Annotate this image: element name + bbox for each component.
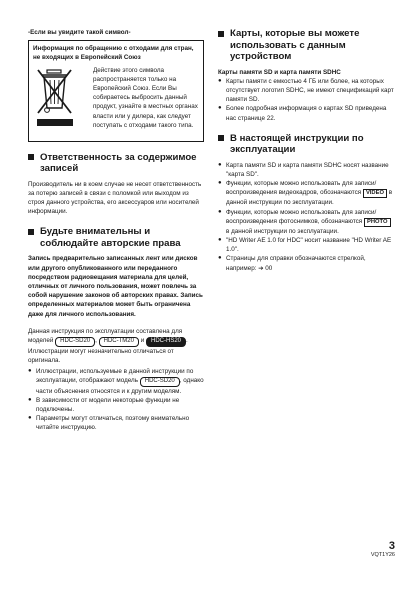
section-text-responsibility: Производитель ни в коем случае не несет ответственность за потерю записей в связи с поломкой или выходом из строя данного устройства, его аксессуаров или носителей информации.	[28, 180, 202, 216]
manual-list	[218, 161, 394, 273]
model-badge: HDC-HS20	[146, 337, 186, 347]
cards-list	[218, 77, 394, 123]
square-bullet-icon	[218, 31, 224, 37]
photo-mark-icon: PHOTO	[364, 218, 391, 227]
section-heading-responsibility: Ответственность за содержимое записей	[28, 152, 204, 175]
section-heading-manual: В настоящей инструкции по эксплуатации	[218, 133, 394, 156]
list-item: ● Параметры могут отличаться, поэтому внимательно читайте инструкцию.	[28, 414, 204, 432]
list-item: ● Более подробная информация о картах SD приведена нас странице 22.	[218, 104, 394, 122]
video-mark-icon: VIDEO	[363, 189, 387, 198]
models-paragraph: Данная инструкция по эксплуатации составлена для моделей HDC-SD20 , HDC-TM20 и HDC-HS20 . Иллюстрации могут незначительно отличаться от оригинала.	[28, 327, 188, 364]
list-item: ● Функции, которые можно использовать для записи/воспроизведения видеокадров, обозначаются VIDEO в данной инструкции по эксплуатации.	[218, 179, 394, 207]
weee-notice-box	[28, 40, 204, 141]
box-text: Действие этого символа распространяется только на Европейский Союз. Если Вы собираетесь выбросить данный продукт, узнайте в местных органах власти или у дилера, как следует поступать с отходами такого типа.	[93, 66, 198, 129]
symbol-title: -Если вы увидите такой символ-	[28, 29, 131, 36]
page-number: 3	[388, 540, 395, 552]
model-badge: HDC-SD20	[140, 377, 180, 387]
document-code: VQT1Y26	[370, 552, 395, 558]
list-item: ● В зависимости от модели некоторые функции не подключены.	[28, 396, 204, 414]
list-item: ● Карты памяти с емкостью 4 ГБ или более, на которых отсутствует логотип SDHC, не имеют спецификаций карт памяти SD.	[218, 77, 394, 105]
section-heading-cards: Карты, которые вы можете использовать с данным устройством	[218, 28, 394, 63]
model-badge: HDC-TM20	[99, 337, 139, 347]
section-heading-copyright: Будьте внимательны и соблюдайте авторские права	[28, 226, 204, 249]
square-bullet-icon	[28, 154, 34, 160]
list-item: ● Функции, которые можно использовать для записи/воспроизведения фотоснимков, обозначаются PHOTO в данной инструкции по эксплуатации.	[218, 208, 394, 236]
page-footer	[371, 540, 395, 559]
copyright-warning: Запись предварительно записанных лент или дисков или другого опубликованного или переданного посредством радиовещания материала для целей, отличных от личного пользования, может повлечь за собой нарушение законов об авторских правах. Запись определенных материалов может быть ограничена даже для личного использования.	[28, 255, 203, 318]
cards-subheading: Карты памяти SD и карта памяти SDHC	[218, 68, 341, 76]
square-bullet-icon	[28, 229, 34, 235]
list-item: ● Страницы для справки обозначаются стрелкой, например: ➔ 00	[218, 254, 394, 272]
square-bullet-icon	[218, 135, 224, 141]
notes-list	[28, 367, 204, 433]
right-column	[218, 28, 394, 273]
left-column	[28, 28, 204, 433]
list-item: ● Карта памяти SD и карта памяти SDHC носят название "карта SD".	[218, 161, 394, 179]
model-badge: HDC-SD20	[55, 337, 95, 347]
crossed-bin-icon	[33, 66, 85, 137]
box-heading: Информация по обращению с отходами для стран, не входящих в Европейский Союз	[33, 45, 194, 62]
list-item: ● Иллюстрации, используемые в данной инструкции по эксплуатации, отображают модель HDC-SD20 , однако части объяснения относятся и к другим моделям.	[28, 367, 204, 396]
list-item: ● "HD Writer AE 1.0 for HDC" носит название "HD Writer AE 1.0".	[218, 236, 394, 254]
